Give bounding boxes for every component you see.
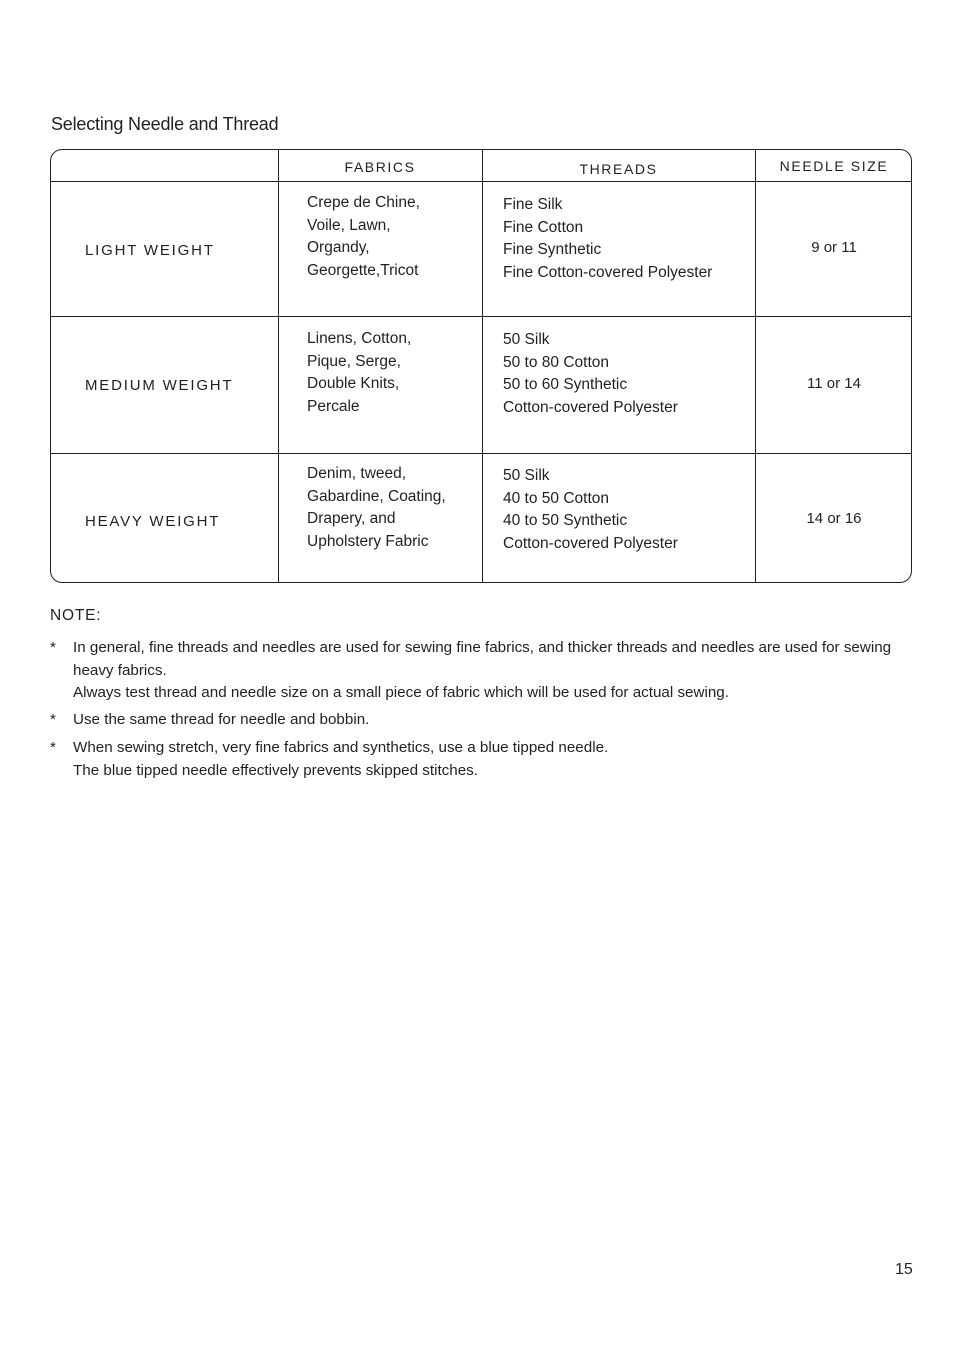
thread-line: Cotton-covered Polyester [503,399,678,417]
column-divider [482,150,483,582]
note-heading: NOTE: [50,607,102,624]
note-text [73,737,920,782]
column-divider [278,150,279,582]
threads-cell-medium-weight [503,329,678,420]
header-fabrics: FABRICS [344,159,416,175]
fabric-line: Georgette,Tricot [307,262,419,280]
note-line: In general, fine threads and needles are used for sewing fine fabrics, and thicker threads and needles are used for sewing [73,639,892,656]
fabric-line: Gabardine, Coating, [307,487,446,505]
thread-line: 50 to 60 Synthetic [503,376,628,394]
fabric-line: Denim, tweed, [307,465,407,482]
fabric-line: Linens, Cotton, [307,330,412,347]
fabric-line: Voile, Lawn, [307,216,391,234]
needle-size-light-weight: 9 or 11 [811,239,857,256]
fabric-line: Pique, Serge, [307,352,401,370]
fabrics-cell-light-weight [307,192,420,283]
page-title: Selecting Needle and Thread [51,114,279,134]
note-item [50,637,920,705]
row-divider [51,316,911,317]
bullet-asterisk: * [50,739,56,756]
thread-line: Fine Synthetic [503,241,602,259]
needle-thread-table [50,149,912,583]
header-needle-size: NEEDLE SIZE [779,158,889,174]
thread-line: Fine Cotton [503,218,584,236]
note-line: When sewing stretch, very fine fabrics and synthetics, use a blue tipped needle. [73,739,609,756]
fabric-line: Percale [307,398,360,416]
thread-line: 50 to 80 Cotton [503,353,609,371]
header-threads: THREADS [579,161,658,177]
thread-line: 40 to 50 Synthetic [503,512,628,530]
fabric-line: Upholstery Fabric [307,533,429,551]
needle-size-medium-weight: 11 or 14 [807,375,861,392]
note-text [73,637,920,705]
thread-line: Fine Silk [503,196,563,213]
row-divider [51,181,911,182]
fabrics-cell-medium-weight [307,328,411,419]
thread-line: 40 to 50 Cotton [503,489,609,507]
threads-cell-heavy-weight [503,465,678,556]
fabric-line: Double Knits, [307,375,400,393]
row-label-light-weight: LIGHT WEIGHT [85,242,215,259]
row-label-heavy-weight: HEAVY WEIGHT [85,513,221,530]
note-item [50,737,920,782]
note-text [73,709,920,732]
thread-line: 50 Silk [503,467,550,484]
thread-line: Fine Cotton-covered Polyester [503,264,713,282]
fabric-line: Crepe de Chine, [307,194,420,211]
fabric-line: Drapery, and [307,510,396,528]
fabric-line: Organdy, [307,239,370,257]
note-item [50,709,920,732]
row-label-medium-weight: MEDIUM WEIGHT [85,377,234,394]
note-line: Use the same thread for needle and bobbin. [73,711,370,728]
page-number: 15 [895,1261,913,1278]
note-line: The blue tipped needle effectively prevents skipped stitches. [73,761,478,779]
note-line: heavy fabrics. [73,661,167,679]
fabrics-cell-heavy-weight [307,463,446,554]
thread-line: Cotton-covered Polyester [503,535,678,553]
bullet-asterisk: * [50,639,56,656]
needle-size-heavy-weight: 14 or 16 [806,510,862,527]
row-divider [51,453,911,454]
note-line: Always test thread and needle size on a small piece of fabric which will be used for actual sewing. [73,684,729,702]
thread-line: 50 Silk [503,331,550,348]
bullet-asterisk: * [50,711,56,728]
threads-cell-light-weight [503,194,712,285]
